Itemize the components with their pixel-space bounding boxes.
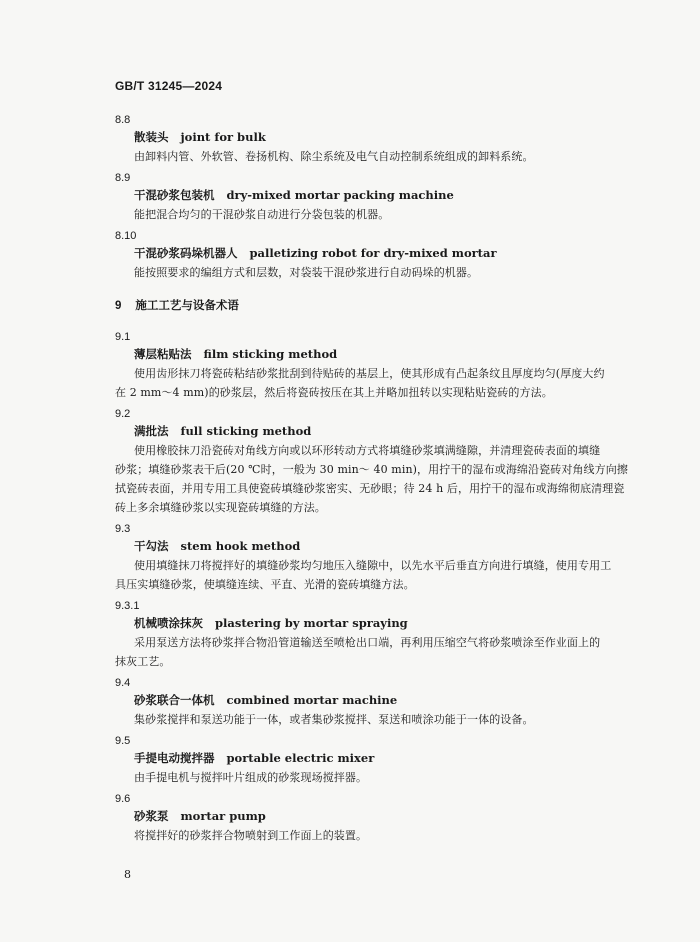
- definition-line: 砂浆；填缝砂浆表干后(20 ℃时，一般为 30 min～ 40 min)，用拧干的湿布或海绵沿瓷砖对角线方向擦: [115, 463, 628, 476]
- standard-code-header: GB/T 31245—2024: [115, 79, 223, 93]
- term-chinese: 机械喷涂抹灰: [134, 616, 203, 630]
- term-english: stem hook method: [180, 539, 301, 553]
- term-definition: [115, 147, 635, 166]
- term-english: plastering by mortar spraying: [215, 616, 408, 630]
- definition-line: 能把混合均匀的干混砂浆自动进行分袋包装的机器。: [134, 208, 390, 221]
- term-entry: [115, 675, 635, 729]
- term-number: 9.4: [115, 677, 131, 689]
- term-chinese: 满批法: [134, 424, 169, 438]
- definition-line: 由卸料内管、外软管、卷扬机构、除尘系统及电气自动控制系统组成的卸料系统。: [134, 150, 534, 163]
- term-chinese: 薄层粘贴法: [134, 347, 192, 361]
- term-entry: [115, 228, 635, 282]
- term-english: palletizing robot for dry-mixed mortar: [249, 246, 497, 260]
- term-chinese: 散装头: [134, 130, 169, 144]
- term-chinese: 手提电动搅拌器: [134, 751, 215, 765]
- term-heading: [134, 691, 635, 710]
- term-number: 9.2: [115, 408, 131, 420]
- term-list-section-8: [115, 112, 635, 282]
- term-heading: [134, 537, 635, 556]
- term-number: 9.5: [115, 735, 131, 747]
- term-definition: [115, 556, 635, 594]
- page-number: 8: [124, 868, 131, 881]
- definition-line: 抹灰工艺。: [115, 655, 171, 668]
- term-entry: [115, 406, 635, 517]
- section-number: 9: [115, 300, 122, 312]
- term-number: 8.8: [115, 114, 131, 126]
- definition-line: 具压实填缝砂浆，使填缝连续、平直、光滑的瓷砖填缝方法。: [115, 578, 415, 591]
- term-definition: [115, 633, 635, 671]
- term-number: 8.9: [115, 172, 131, 184]
- term-english: joint for bulk: [180, 130, 266, 144]
- term-definition: [115, 364, 635, 402]
- term-entry: [115, 521, 635, 594]
- section-heading: [115, 296, 635, 315]
- term-heading: [134, 345, 635, 364]
- term-heading: [134, 807, 635, 826]
- term-entry: [115, 598, 635, 671]
- content: [115, 108, 635, 845]
- term-english: film sticking method: [203, 347, 338, 361]
- term-chinese: 干勾法: [134, 539, 169, 553]
- term-definition: [115, 263, 635, 282]
- term-list-section-9: [115, 329, 635, 845]
- term-entry: [115, 329, 635, 402]
- term-english: combined mortar machine: [226, 693, 398, 707]
- term-definition: [115, 710, 635, 729]
- definition-line: 使用填缝抹刀将搅拌好的填缝砂浆均匀地压入缝隙中，以先水平后垂直方向进行填缝，使用专用工: [134, 559, 612, 572]
- definition-line: 砖上多余填缝砂浆以实现瓷砖填缝的方法。: [115, 501, 326, 514]
- term-heading: [134, 186, 635, 205]
- term-definition: [115, 826, 635, 845]
- term-chinese: 干混砂浆码垛机器人: [134, 246, 238, 260]
- term-heading: [134, 749, 635, 768]
- term-heading: [134, 422, 635, 441]
- term-entry: [115, 791, 635, 845]
- term-heading: [134, 614, 635, 633]
- term-chinese: 干混砂浆包装机: [134, 188, 215, 202]
- definition-line: 将搅拌好的砂浆拌合物喷射到工作面上的装置。: [134, 829, 368, 842]
- term-number: 9.6: [115, 793, 131, 805]
- term-chinese: 砂浆泵: [134, 809, 169, 823]
- definition-line: 使用齿形抹刀将瓷砖粘结砂浆批刮到待贴砖的基层上，使其形成有凸起条纹且厚度均匀(厚度大约: [134, 367, 605, 380]
- term-heading: [134, 128, 635, 147]
- term-entry: [115, 170, 635, 224]
- term-definition: [115, 205, 635, 224]
- term-english: mortar pump: [180, 809, 266, 823]
- term-english: full sticking method: [180, 424, 312, 438]
- term-number: 9.3.1: [115, 600, 140, 612]
- term-heading: [134, 244, 635, 263]
- term-definition: [115, 441, 635, 517]
- term-english: dry-mixed mortar packing machine: [226, 188, 454, 202]
- section-title: 施工工艺与设备术语: [135, 298, 239, 312]
- definition-line: 能按照要求的编组方式和层数，对袋装干混砂浆进行自动码垛的机器。: [134, 266, 479, 279]
- term-chinese: 砂浆联合一体机: [134, 693, 215, 707]
- definition-line: 使用橡胶抹刀沿瓷砖对角线方向或以环形转动方式将填缝砂浆填满缝隙，并清理瓷砖表面的填缝: [134, 444, 601, 457]
- term-definition: [115, 768, 635, 787]
- term-entry: [115, 112, 635, 166]
- term-number: 8.10: [115, 230, 137, 242]
- term-english: portable electric mixer: [226, 751, 375, 765]
- definition-line: 采用泵送方法将砂浆拌合物沿管道输送至喷枪出口端，再利用压缩空气将砂浆喷涂至作业面上的: [134, 636, 601, 649]
- term-number: 9.1: [115, 331, 131, 343]
- definition-line: 集砂浆搅拌和泵送功能于一体，或者集砂浆搅拌、泵送和喷涂功能于一体的设备。: [134, 713, 534, 726]
- definition-line: 由手提电机与搅拌叶片组成的砂浆现场搅拌器。: [134, 771, 368, 784]
- term-entry: [115, 733, 635, 787]
- term-number: 9.3: [115, 523, 131, 535]
- definition-line: 拭瓷砖表面，并用专用工具使瓷砖填缝砂浆密实、无砂眼；待 24 h 后，用拧干的湿布或海绵彻底清理瓷: [115, 482, 625, 495]
- definition-line: 在 2 mm～4 mm)的砂浆层，然后将瓷砖按压在其上并略加扭转以实现粘贴瓷砖的方法。: [115, 386, 553, 399]
